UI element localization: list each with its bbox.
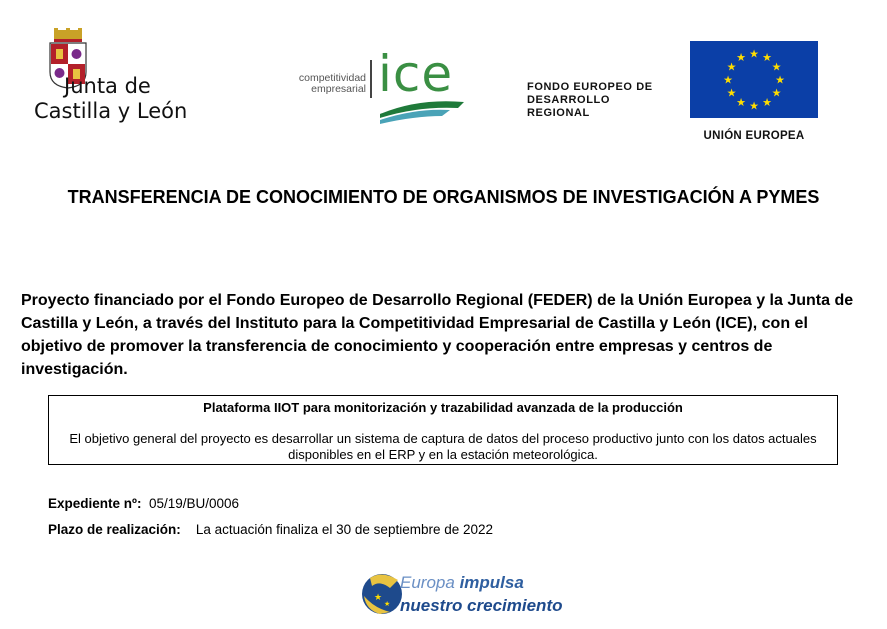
eu-star-icon: ★ — [749, 47, 759, 61]
plazo-value: La actuación finaliza el 30 de septiembre de 2022 — [195, 522, 494, 537]
ice-tagline — [274, 73, 366, 95]
svg-text:★: ★ — [384, 600, 391, 608]
eu-stars-icon — [690, 41, 818, 118]
feder-line3: REGIONAL — [527, 107, 590, 119]
eu-star-icon: ★ — [723, 73, 733, 87]
europa-word: Europa — [400, 573, 455, 592]
expediente-value: 05/19/BU/0006 — [148, 496, 240, 511]
junta-line2: Castilla y León — [34, 99, 188, 123]
europa-impulsa-line1 — [400, 573, 524, 592]
ice-wave-icon — [378, 96, 466, 126]
ice-wordmark: ice — [378, 45, 454, 103]
eu-star-icon: ★ — [762, 96, 772, 109]
plazo-label: Plazo de realización: — [48, 522, 181, 537]
eu-logo — [690, 41, 818, 147]
feder-line1: FONDO EUROPEO DE — [527, 81, 653, 93]
europa-globe-icon — [360, 568, 404, 616]
eu-star-icon: ★ — [726, 60, 737, 74]
ice-tagline-line2: empresarial — [311, 83, 366, 95]
ice-tagline-line1: competitividad — [298, 72, 366, 84]
eu-star-icon: ★ — [771, 86, 782, 100]
page-title: TRANSFERENCIA DE CONOCIMIENTO DE ORGANISMOS DE INVESTIGACIÓN A PYMES — [67, 187, 820, 207]
ice-logo — [272, 45, 472, 127]
eu-star-icon: ★ — [775, 73, 785, 87]
junta-castilla-leon-logo — [34, 28, 214, 128]
eu-star-icon: ★ — [736, 51, 746, 64]
eu-star-icon: ★ — [749, 99, 759, 113]
eu-label: UNIÓN EUROPEA — [703, 130, 805, 142]
project-description: El objetivo general del proyecto es desarrollar un sistema de captura de datos del proceso productivo junto con los datos actuales disponibles en el ERP y en la estación meteorológica. — [69, 431, 817, 462]
eu-flag — [690, 41, 818, 118]
junta-line1: Junta de — [64, 74, 151, 98]
expediente-label: Expediente nº: — [48, 496, 142, 511]
project-box — [48, 395, 838, 465]
eu-star-icon: ★ — [736, 96, 746, 109]
europa-impulsa-line2: nuestro crecimiento — [400, 596, 563, 615]
intro-paragraph: Proyecto financiado por el Fondo Europeo de Desarrollo Regional (FEDER) de la Unión Europea y la Junta de Castilla y León, a través del Instituto para la Competitividad Empresarial de Castilla y León (ICE), con el objetivo de promover la transferencia de conocimiento y cooperación entre empresas y centros de investigación. — [21, 292, 854, 378]
eu-star-icon: ★ — [726, 86, 737, 100]
eu-star-icon: ★ — [762, 51, 772, 64]
ice-divider — [370, 60, 372, 98]
feder-label — [527, 81, 653, 120]
eu-star-icon: ★ — [771, 60, 782, 74]
project-title: Plataforma IIOT para monitorización y trazabilidad avanzada de la producción — [203, 400, 683, 415]
europa-impulsa-logo — [360, 566, 580, 618]
feder-line2: DESARROLLO — [527, 94, 610, 106]
impulsa-word: impulsa — [459, 573, 524, 592]
expediente-row — [48, 496, 239, 512]
svg-text:★: ★ — [374, 593, 383, 603]
plazo-row — [48, 522, 493, 538]
